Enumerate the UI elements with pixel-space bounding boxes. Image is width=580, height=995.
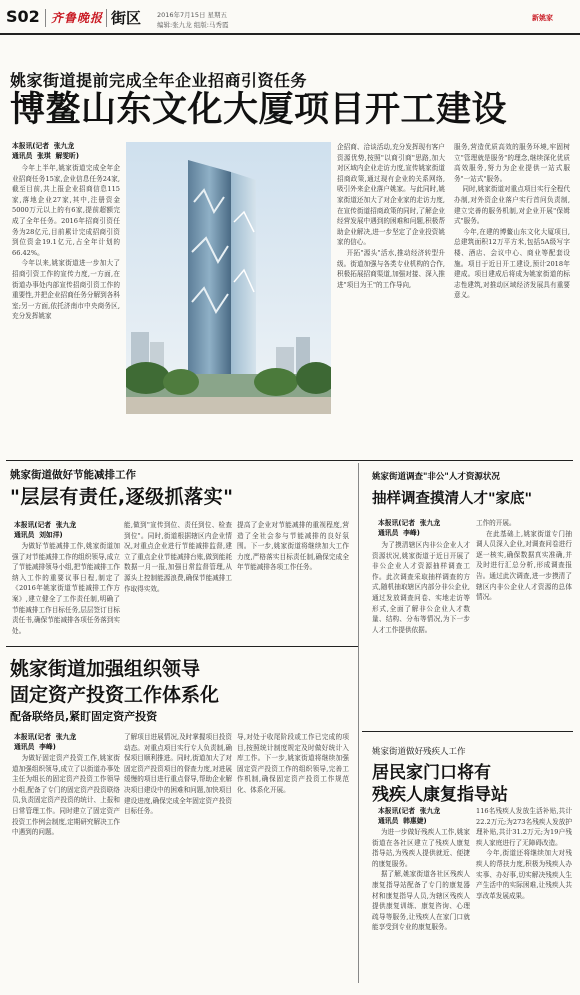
section-rule <box>6 460 573 461</box>
story2-kicker: 姚家街道做好节能减排工作 <box>10 469 136 481</box>
story4-col3: 导,对处于收尾阶段或工作已完成的项目,按照统计制度规定及时做好统计入库工作。下一步,姚家街道将继续加强固定资产投资工作的组织领导,完善工作机制,确保固定资产投资工作规范化、体系化开展。 <box>237 733 349 794</box>
story4-deck: 配备联络员,紧盯固定资产投资 <box>10 710 158 723</box>
story3-col2: 工作的开展。 在此基础上,姚家街道专门抽调人员深入企业,对调查问卷进行逐一核实,确保数据真实准确,并及时进行汇总分析,形成调查报告。通过此次调查,进一步摸清了辖区内非公企业人才资源的总体情况。 <box>476 519 572 602</box>
story3-col1: 为了摸清辖区内非公企业人才资源状况,姚家街道于近日开展了非公企业人才资源抽样调查工作。此次调查采取抽样调查的方式,随机抽取辖区内部分非公企业,通过发放调查问卷、实地走访等形式,全面了解非公企业人才数量、结构、分布等情况,为下一步人才工作提供依据。 <box>372 541 470 634</box>
story5-headline-1: 居民家门口将有 <box>372 763 491 783</box>
masthead <box>0 0 580 40</box>
lead-col3: 服务,营造优质高效的服务环境,牢固树立"管理就是服务"的理念,继续深化优质高效服务,努力为企业提供一站式服务"一站式"服务。 同时,姚家街道对重点项目实行全程代办制,对外资企业落户实行首问负责制,建立完善的服务机制,对企业开展"保姆式"服务。 今年,在建的博鳌山东文化大厦项目,总建筑面积12万平方米,包括5A级写字楼、酒店、会议中心、商业等配套设施。项目于近日开工建设,预计2018年建成。项目建成后将成为姚家街道的标志性建筑,对推动区域经济发展具有重要意义。 <box>454 143 570 300</box>
section-title: 街区 <box>111 9 142 27</box>
story2-col2: 能,做到"宣传到位、责任到位、检查到位"。同时,街道根据辖区内企业情况,对重点企业进行节能减排监督,建立了重点企业节能减排台账,做到能耗数据一月一报,加强日常监督管理,从源头上控制能源浪费,确保节能减排工作取得实效。 <box>124 521 232 593</box>
vertical-divider <box>358 463 359 983</box>
story5-headline-2: 残疾人康复指导站 <box>372 785 508 805</box>
divider <box>45 9 46 27</box>
story4-headline-1: 姚家街道加强组织领导 <box>10 658 201 680</box>
editors-line: 编辑:张九龙 组版:马秀霞 <box>157 21 229 29</box>
story2-col1: 为做好节能减排工作,姚家街道加强了对节能减排工作的组织领导,成立了节能减排领导小组,把节能减排工作纳入工作的重要议事日程,制定了《2016年姚家街道节能减排工作方案》,建立健全了工作责任制,明确了节能减排工作目标任务,层层签订目标责任书,确保节能减排各项任务落到实处。 <box>12 542 120 635</box>
date-line: 2016年7月15日 星期五 <box>157 11 228 19</box>
story3-byline: 本报讯(记者 张九龙 通讯员 李峰) <box>378 519 441 538</box>
lead-col1: 今年上半年,姚家街道完成全年企业招商任务15家,企业信息任务24家,截至目前,共上报企业招商信息115家,落地企业27家,其中,注册资金5000万元以上的有6家,提前超额完成了全年任务。2016年招商引资任务为28亿元,目前累计完成招商引资到位资金19.1亿元,占全年计划的66.42%。 今年以来,姚家街道进一步加大了招商引资工作的宣传力度,一方面,在街道办事处内部宣传招商引资工作的重要性,并把企业招商任务分解到各科室;另一方面,依托济南市中央商务区,充分发挥姚家 <box>12 164 120 321</box>
story4-byline: 本报讯(记者 张九龙 通讯员 李峰) <box>14 733 77 752</box>
story4-col2: 了解项目进展情况,及时掌握项目投资动态。对重点项目实行专人负责制,确保项目顺利推进。同时,街道加大了对固定资产投资项目的督查力度,对进展缓慢的项目进行重点督导,帮助企业解决项目建设中的困难和问题,加快项目建设进度,确保完成全年固定资产投资目标任务。 <box>124 733 232 816</box>
story5-col2: 116名残疾人发放生活补贴,共计22.2万元;为273名残疾人发放护理补贴,共计31.2万元;为19户残疾人家庭进行了无障碍改造。 今年,街道还将继续加大对残疾人的帮扶力度,积极为残疾人办实事、办好事,切实解决残疾人生产生活中的实际困难,让残疾人共享改革发展成果。 <box>476 807 572 900</box>
story5-kicker: 姚家街道做好残疾人工作 <box>372 747 466 757</box>
story4-col1: 为做好固定资产投资工作,姚家街道加强组织领导,成立了以街道办事处主任为组长的固定资产投资工作领导小组,配备了专门的固定资产投资联络员,负责固定资产投资的统计、上报和日常管理工作。同时建立了固定资产投资工作例会制度,定期研究解决工作中遇到的问题。 <box>12 754 120 837</box>
lead-col2: 企招商、洽谈活动,充分发挥现有客户资源优势,按照"以商引商"思路,加大对区域内企业走访力度,宣传姚家街道招商政策,通过现有企业的关系网络,吸引外来企业落户姚家。与此同时,姚家街道还加大了对企业家的走访力度,在宣传街道招商政策的同时,了解企业经营发展中遇到的困难和问题,积极帮助企业解决,进一步坚定了企业投资姚家的信心。 开拓"源头"活水,推动经济转型升级。街道加强与各类专业机构的合作,积极拓展招商渠道,加强对接、深入推进"项目为王"的工作导向, <box>337 143 445 289</box>
story2-col3: 提高了企业对节能减排的重视程度,营造了全社会参与节能减排的良好氛围。下一步,姚家街道将继续加大工作力度,严格落实目标责任制,确保完成全年节能减排各项工作任务。 <box>237 521 349 572</box>
lead-byline: 本报讯(记者 张九龙 通讯员 张琪 解雯昕) <box>12 142 79 161</box>
story2-headline: "层层有责任,逐级抓落实" <box>10 486 234 508</box>
story4-headline-2: 固定资产投资工作体系化 <box>10 684 220 706</box>
section-rule <box>362 731 573 732</box>
building-photo <box>126 142 331 414</box>
lead-headline: 博鳌山东文化大厦项目开工建设 <box>10 90 508 130</box>
lead-kicker: 姚家街道提前完成全年企业招商引资任务 <box>10 71 308 90</box>
story3-kicker: 姚家街道调查"非公"人才资源状况 <box>372 472 500 482</box>
local-tag: 新姚家 <box>532 14 553 22</box>
divider <box>106 9 107 27</box>
section-rule <box>6 646 358 647</box>
masthead-rule <box>0 33 580 35</box>
page-number: S02 <box>6 7 40 26</box>
story3-headline: 抽样调查摸清人才"家底" <box>372 491 533 507</box>
story5-byline: 本报讯(记者 张九龙 通讯员 韩惠婕) <box>378 807 441 826</box>
story2-byline: 本报讯(记者 张九龙 通讯员 刘如洋) <box>14 521 77 540</box>
paper-logo: 齐鲁晚报 <box>51 11 104 25</box>
story5-col1: 为进一步做好残疾人工作,姚家街道在各社区建立了残疾人康复指导站,为残疾人提供就近、便捷的康复服务。 据了解,姚家街道各社区残疾人康复指导站配备了专门的康复器材和康复指导人员,为辖区残疾人提供康复训练、康复咨询、心理疏导等服务,让残疾人在家门口就能享受到专业的康复服务。 <box>372 828 470 932</box>
